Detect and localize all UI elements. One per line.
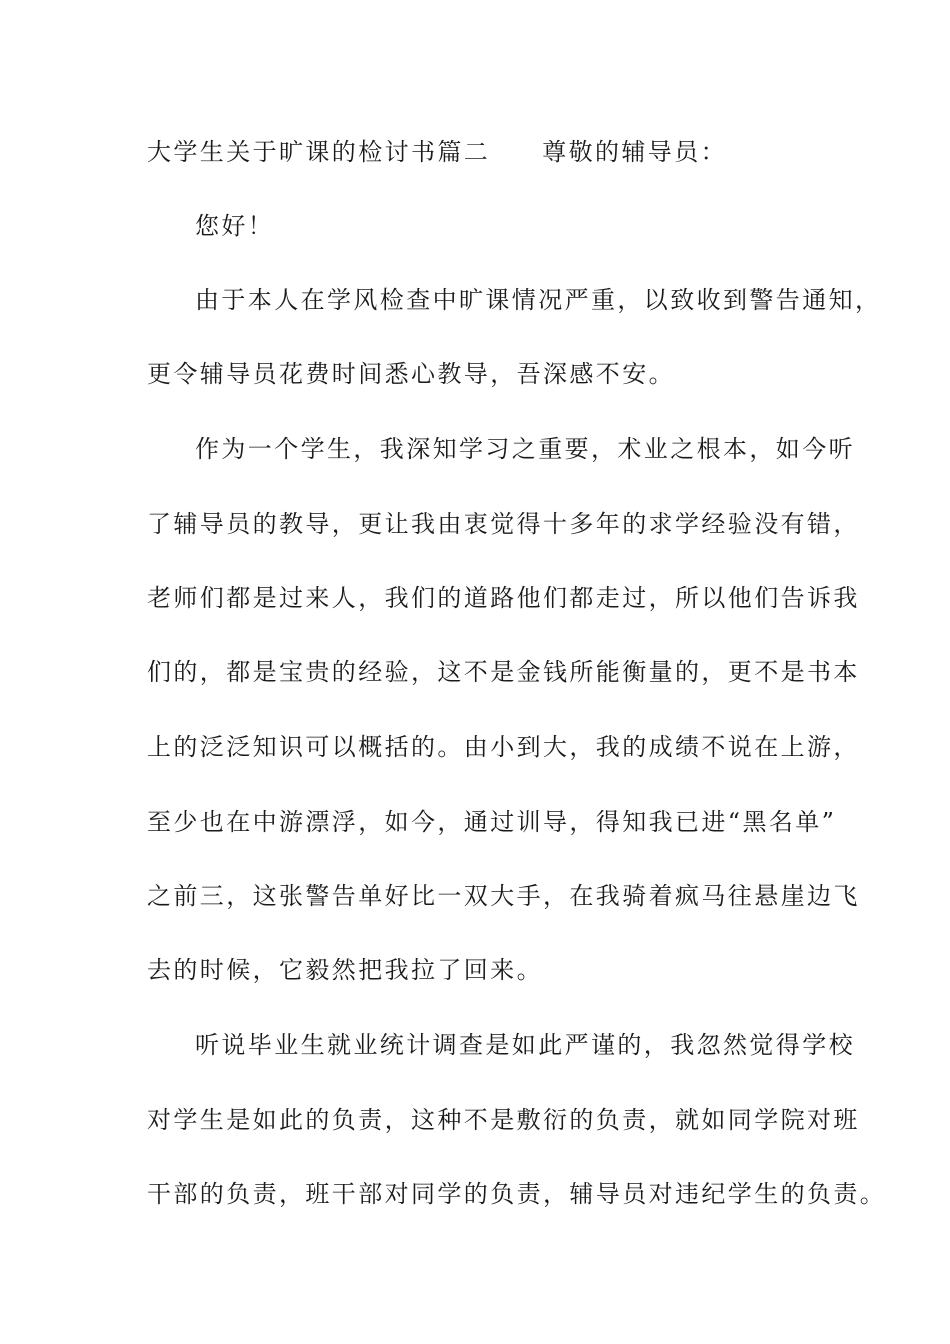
document-title: 大学生关于旷课的检讨书篇二 [147, 138, 491, 166]
salutation: 尊敬的辅导员： [542, 138, 728, 166]
paragraph-line: 作为一个学生，我深知学习之重要，术业之根本，如今听 [195, 435, 855, 463]
paragraph-line: 干部的负责，班干部对同学的负责，辅导员对违纪学生的负责。 [147, 1180, 887, 1208]
paragraph-line: 们的，都是宝贵的经验，这不是金钱所能衡量的，更不是书本 [147, 658, 860, 686]
greeting: 您好！ [195, 212, 275, 240]
title-line [147, 136, 837, 168]
paragraph-line: 老师们都是过来人，我们的道路他们都走过，所以他们告诉我 [147, 584, 860, 612]
paragraph-line: 对学生是如此的负责，这种不是敷衍的负责，就如同学院对班 [147, 1106, 860, 1134]
paragraph-line: 去的时候，它毅然把我拉了回来。 [147, 956, 543, 984]
paragraph-line: 了辅导员的教导，更让我由衷觉得十多年的求学经验没有错， [147, 510, 860, 538]
paragraph-line: 之前三，这张警告单好比一双大手，在我骑着疯马往悬崖边飞 [147, 882, 860, 910]
paragraph-line: 更令辅导员花费时间悉心教导，吾深感不安。 [147, 360, 675, 388]
paragraph-line: 由于本人在学风检查中旷课情况严重，以致收到警告通知， [195, 286, 882, 314]
paragraph-line: 听说毕业生就业统计调查是如此严谨的，我忽然觉得学校 [195, 1031, 855, 1059]
paragraph-line: 至少也在中游漂浮，如今，通过训导，得知我已进“黑名单” [147, 808, 837, 836]
paragraph-line: 上的泛泛知识可以概括的。由小到大，我的成绩不说在上游， [147, 733, 860, 761]
